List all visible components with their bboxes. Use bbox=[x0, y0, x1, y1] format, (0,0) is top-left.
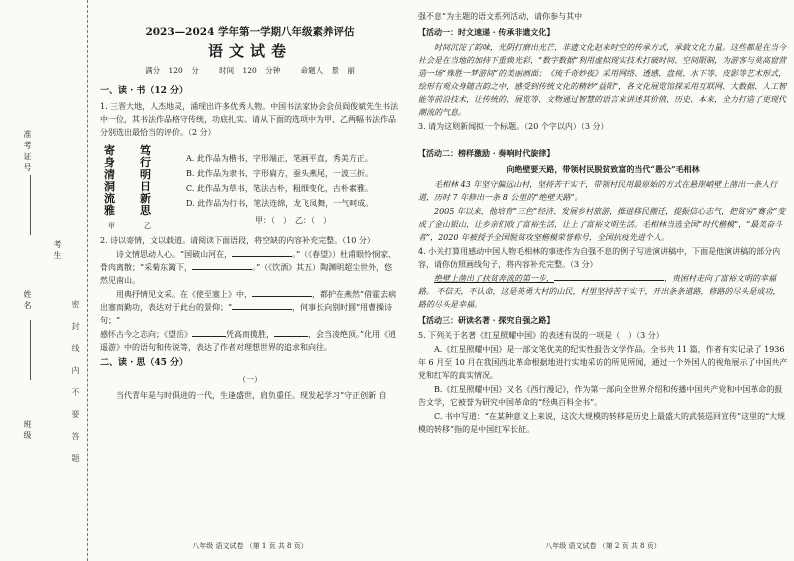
q4-text: 不信天，不认命，这是英勇大村的山民，村里坚持苦干实干，开出条条道路，修路的尽头是成功，路的尽头是幸福。 bbox=[418, 287, 781, 309]
question-5: 5. 下列关于名著《红星照耀中国》的表述有误的一项是（ ）（3 分） bbox=[418, 331, 664, 340]
q5-option-c: C. 书中写道：“在某种意义上来说，这次大规模的转移是历史上最盛大的武装巡回宣传”这里的“大规模的转移”指的是中国红军长征。 bbox=[418, 412, 786, 434]
news-paragraph-1: 毛相林 43 年坚守偏远山村，坚持苦干实干，带领村民用最原始的方式在悬崖峭壁上凿出一条人行道，历时 7 年修出一条 8 公里的“绝壁天路”。 bbox=[418, 180, 778, 202]
seal-warning: 密封线内不要答题 bbox=[71, 300, 80, 476]
answer-blank[interactable] bbox=[252, 289, 312, 297]
exam-number-line bbox=[30, 175, 31, 235]
exam-meta bbox=[100, 64, 400, 77]
exam-number-label: 准考证号 bbox=[23, 130, 32, 174]
q1-options bbox=[186, 145, 400, 228]
calli-char: 思 bbox=[140, 204, 151, 217]
time-limit: 时间 120 分钟 bbox=[219, 66, 281, 75]
activity-3-heading: 【活动三：研读名著 · 探究自强之路】 bbox=[418, 315, 555, 325]
q3-answer-space[interactable] bbox=[418, 134, 788, 144]
setter: 命题人 景 丽 bbox=[300, 66, 355, 75]
calli-char: 清 bbox=[104, 168, 115, 181]
question-2: 2. 诗以寄情，文以载道。请阅读下面语段，将空缺的内容补充完整。（10 分） bbox=[100, 236, 375, 245]
section-1-heading: 一、读 · 书（12 分） bbox=[100, 86, 189, 96]
calli-char: 雅 bbox=[104, 204, 115, 217]
name-label: 姓名 bbox=[23, 290, 32, 312]
q2-text: ，会当凌绝顶。”化用《逍遥游》中的语句和传说等，表达了作者对理想世界的追求和向往。 bbox=[100, 330, 397, 352]
q4-text: ，贵困村走向了富裕文明的幸福路。 bbox=[418, 274, 776, 296]
q2-text: 。”（《春望》）杜甫眼怜悯家、骨肉离散；“采菊东篱下， bbox=[100, 250, 397, 272]
q5-option-a: A.《红星照耀中国》是一部文笔优美的纪实性报告文学作品。全书共 11 篇，作者有实记录了 1936 年 6 月至 10 月在我国西北革命根据地进行实地采访的所见所闻，通过一个外国人的视角展示了中国共产党和红军的真实情况。 bbox=[418, 345, 788, 380]
answer-blank[interactable] bbox=[232, 249, 292, 257]
page-footer-left: 八年级 语文试卷 （第 1 页 共 8 页） bbox=[192, 542, 308, 550]
q2-text: 用典抒情见文采。在《使至塞上》中， bbox=[116, 290, 252, 299]
calli-char: 身 bbox=[104, 156, 115, 169]
calligraphy-works bbox=[100, 144, 178, 230]
section-2-heading: 二、读 · 思（45 分） bbox=[100, 358, 189, 368]
calli-char: 寄 bbox=[104, 144, 115, 157]
subsection-1: （一） bbox=[238, 375, 262, 384]
full-marks: 满分 120 分 bbox=[145, 66, 199, 75]
binding-strip bbox=[0, 0, 88, 561]
calli-char: 日 bbox=[140, 180, 151, 193]
paper-title: 语文试卷 bbox=[207, 42, 292, 60]
q4-fill bbox=[418, 272, 788, 311]
intro-continued: 强不息”为主题的语文系列活动，请你参与其中 bbox=[418, 12, 583, 21]
answer-blank[interactable] bbox=[192, 262, 252, 270]
calligraphy-a bbox=[104, 145, 118, 217]
option-c: C. 此作品为草书，笔法古朴，粗细变化，古朴素雅。 bbox=[186, 184, 373, 193]
school-label: 考生 bbox=[53, 240, 62, 262]
exam-title: 2023—2024 学年第一学期八年级素养评估 bbox=[145, 26, 355, 38]
underlined-sentence: 绝壁上凿出了扶贫奔流的第一步， bbox=[434, 274, 554, 283]
calli-char: 新 bbox=[140, 192, 151, 205]
calli-char: 流 bbox=[104, 192, 115, 205]
q2-text: 。”（《饮酒》其五）陶渊明超尘世外，悠然见南山。 bbox=[100, 263, 393, 285]
answer-blank[interactable] bbox=[554, 273, 664, 281]
right-column bbox=[418, 10, 788, 437]
q2-text: ，何事长向别时圆”用曹操诗句；“ bbox=[100, 303, 393, 325]
q2-text: 诗文情思动人心。“国破山河在， bbox=[116, 250, 233, 259]
calligraphy-block bbox=[100, 145, 400, 228]
left-column bbox=[100, 10, 400, 403]
q2-paragraph-3 bbox=[100, 328, 400, 354]
q2-text: 凭高而揽胜， bbox=[226, 330, 274, 339]
question-3: 3. 请为这则新闻拟一个标题。（20 个字以内）（3 分） bbox=[418, 122, 609, 131]
q5-option-b: B.《红星照耀中国》又名《西行漫记》，作为第一部向全世界介绍和传播中国共产党和中国革命的报告文学，它被誉为研究中国革命的“经典百科全书”。 bbox=[418, 385, 783, 407]
calligraphy-b bbox=[140, 145, 154, 217]
calli-char: 洞 bbox=[104, 180, 115, 193]
q2-paragraph-1 bbox=[100, 248, 400, 287]
answer-blank[interactable] bbox=[232, 302, 292, 310]
option-b: B. 此作品为隶书，字形扁方，蚕头燕尾，一波三折。 bbox=[186, 169, 373, 178]
answer-blank[interactable] bbox=[274, 329, 308, 337]
question-1: 1. 三晋大地，人杰地灵，涌现出许多优秀人物。中国书法家协会会员阎俊斌先生书法中一位，其书法作品格守传统，功底扎实。请从下面的选项中为甲、乙两幅书法作品分别选出最恰当的评价。（2 分） bbox=[100, 102, 399, 137]
q2-text: 感怀古今之志向；《望岳》 bbox=[100, 330, 192, 339]
answer-blank[interactable] bbox=[192, 329, 226, 337]
activity-2-heading: 【活动二：榜样激励 · 奏响时代旋律】 bbox=[418, 148, 555, 158]
answer-line[interactable]: 甲：（ ） 乙：（ ） bbox=[255, 216, 331, 225]
calli-caption-a: 甲 bbox=[108, 222, 115, 230]
name-line bbox=[30, 320, 31, 380]
class-label: 班级 bbox=[23, 420, 32, 442]
option-d: D. 此作品为行书，笔法连绵，龙飞凤舞，一气呵成。 bbox=[186, 199, 374, 208]
calli-char: 明 bbox=[140, 168, 151, 181]
q2-text: ，都护在燕然”借霍去病出塞而勤功，表达对于此台的景仰；“ bbox=[100, 290, 397, 312]
news-title: 向绝壁要天路，带领村民脱贫致富的当代“愚公”毛相林 bbox=[506, 164, 700, 174]
activity-1-passage: 时间沉淀了韵味，光阴打磨出光芒，非遗文化赵来时空的传承方式，承载文化力量。这些都是在当今社会是在当地的加持下重焕光彩，“数字数据”利用虚拟现实技术打破时间、空间限制，为游客与莫高窟营造一场“殊胜一梦游间”的美丽画面；《琉千奇妙夜》采用网络、透感、盘视、水下等、皮影等艺术形式，绘形有观众身随吉韵之中，感受到传统文化的精妙“益阳”，各文化展览馆探采用互联网、大数据、人工智能等前沿技术，让传统的、展览等、文物通过智慧的语言来讲述其价值、历史、本来，全力打造了更现代潮流的气息。 bbox=[418, 43, 787, 117]
activity-1-heading: 【活动一：时文速递 · 传承非遗文化】 bbox=[418, 27, 555, 37]
question-4: 4. 小关打算用感动中国人物毛相林的事迹作为自强不息的例子写进演讲稿中，下面是他演讲稿的部分内容，请你仿照画线句子，将内容补充完整。（3 分） bbox=[418, 247, 781, 269]
calli-char: 行 bbox=[140, 156, 151, 169]
q2-paragraph-2 bbox=[100, 288, 400, 327]
news-paragraph-2: 2005 年以来，他培育“三色”经济、发展乡村旅游，推进移民搬迁，提振信心志气，把贫穷“赛舍”变成了金山银山，让乡亲们收了富裕生活，让上了富裕文明生活。毛相林当选全国“时代楷模”，“最美奋斗者”，2020 年被授予全国脱贫攻坚楷模荣誉称号，全国抗疫先进个人。 bbox=[418, 207, 786, 242]
calli-caption-b: 乙 bbox=[144, 222, 151, 230]
page-footer-right: 八年级 语文试卷 （第 2 页 共 8 页） bbox=[545, 542, 661, 550]
calli-char: 笃 bbox=[140, 144, 151, 157]
option-a: A. 此作品为楷书，字形端正，笔画平直，秀美方正。 bbox=[186, 154, 373, 163]
intro-paragraph: 当代青年是与时俱进的一代，生逢盛世，肩负重任。现发起学习“守正创新 自 bbox=[116, 391, 387, 400]
